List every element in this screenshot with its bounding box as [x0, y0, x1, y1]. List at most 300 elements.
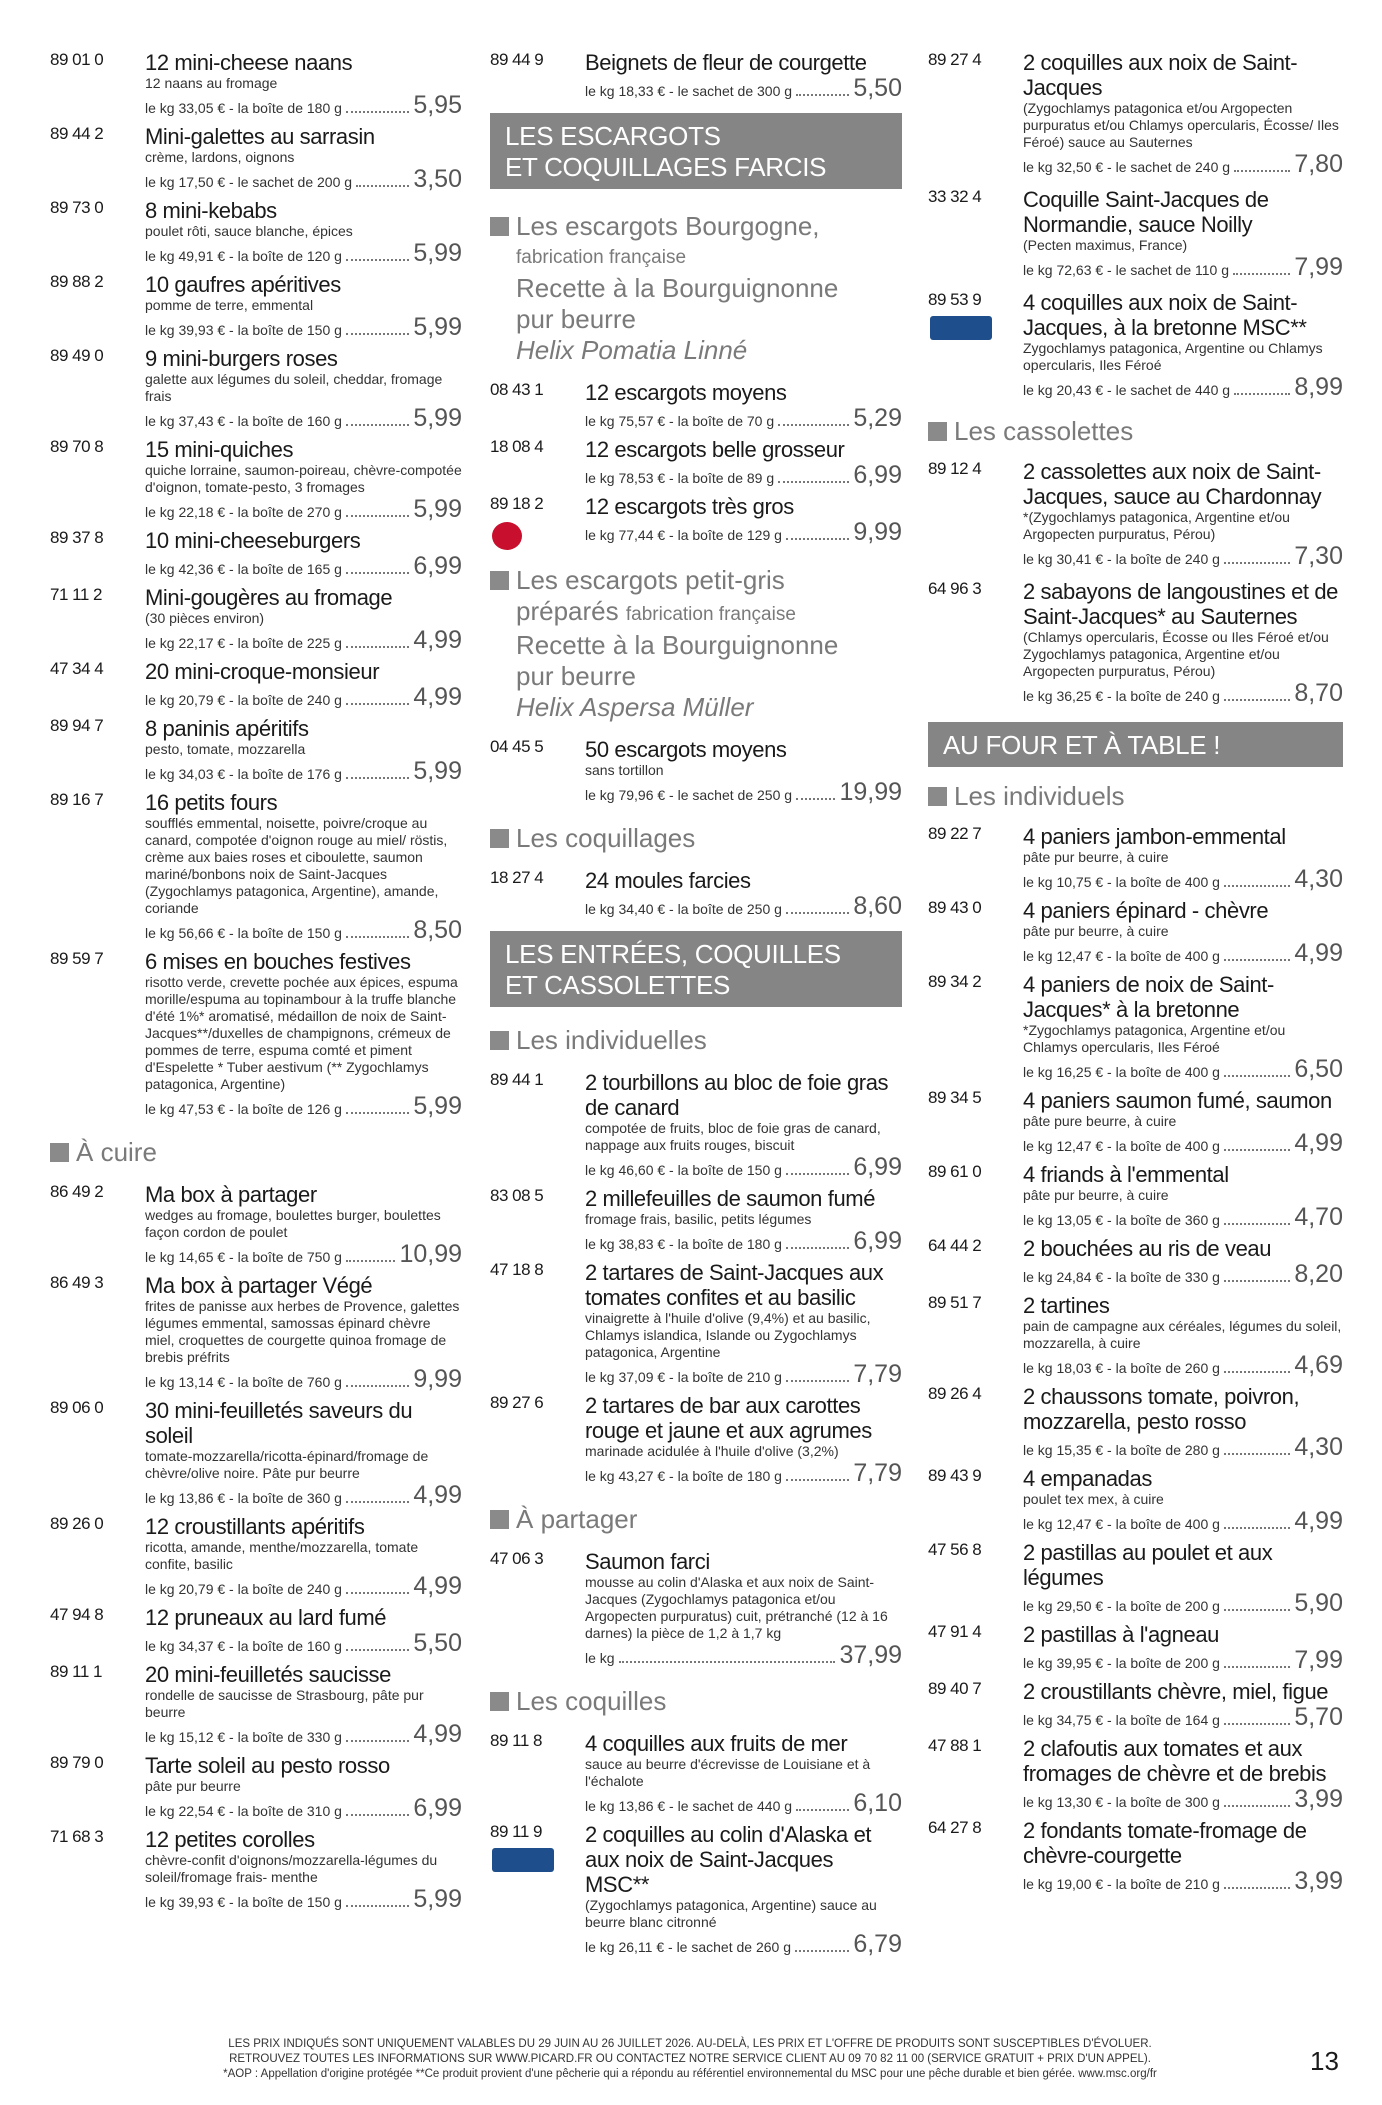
label-rouge-icon — [492, 522, 522, 550]
section-square-icon — [490, 1510, 509, 1529]
product-code: 89 43 9 — [928, 1466, 982, 1485]
subsection-title: À partager — [516, 1504, 638, 1534]
subsection-title: À cuire — [76, 1137, 157, 1167]
price-leader-dots — [346, 259, 409, 261]
price-per-kg: le kg 18,03 € - la boîte de 260 g — [1023, 1360, 1220, 1376]
section-header — [490, 931, 902, 1007]
footer-legal — [150, 2037, 1230, 2082]
price-per-kg: le kg 22,17 € - la boîte de 225 g — [145, 635, 342, 651]
section-title-line: ET CASSOLETTES — [505, 970, 731, 1000]
price-line — [1023, 1261, 1343, 1287]
price-line — [1023, 1204, 1343, 1230]
product-name: 2 tartares de bar aux carottes rouge et jaune et aux agrumes — [585, 1393, 872, 1443]
product-code: 89 11 9 — [490, 1822, 542, 1841]
product-code: 89 06 0 — [50, 1398, 104, 1417]
product-name: 30 mini-feuilletés saveurs du soleil — [145, 1398, 413, 1448]
price-per-kg: le kg 16,25 € - la boîte de 400 g — [1023, 1064, 1220, 1080]
product-name: 2 coquilles au colin d'Alaska et aux noix de Saint-Jacques MSC** — [585, 1822, 872, 1897]
product-item — [928, 1540, 1343, 1616]
product-item — [928, 1088, 1343, 1156]
subsection-line — [490, 211, 902, 242]
subsection-recipe: Recette à la Bourguignonne — [516, 273, 839, 303]
column-1 — [50, 50, 462, 1912]
product-item — [50, 790, 462, 943]
section-square-icon — [490, 571, 509, 590]
product-name: 10 gaufres apéritives — [145, 272, 341, 297]
product-item — [928, 824, 1343, 892]
product-price: 4,69 — [1294, 1351, 1343, 1379]
column-2 — [490, 50, 902, 1957]
price-per-kg: le kg 42,36 € - la boîte de 165 g — [145, 561, 342, 577]
price-leader-dots — [796, 798, 835, 800]
product-price: 3,99 — [1294, 1867, 1343, 1895]
price-leader-dots — [346, 1385, 409, 1387]
product-name: 12 pruneaux au lard fumé — [145, 1605, 387, 1630]
product-price: 7,99 — [1294, 1646, 1343, 1674]
price-line — [145, 1093, 462, 1119]
product-price: 5,99 — [413, 404, 462, 432]
price-line — [145, 758, 462, 784]
product-name: 2 tartares de Saint-Jacques aux tomates confites et au basilic — [585, 1260, 884, 1310]
page-number: 13 — [1310, 2046, 1339, 2076]
msc-label-icon — [930, 316, 992, 340]
product-item — [490, 1549, 902, 1668]
price-line — [145, 314, 462, 340]
section-header — [490, 113, 902, 189]
product-item — [490, 494, 902, 545]
price-line — [1023, 866, 1343, 892]
section-square-icon — [490, 1692, 509, 1711]
product-description: sans tortillon — [585, 762, 664, 778]
footer-line-2: RETROUVEZ TOUTES LES INFORMATIONS SUR WWW.PICARD.FR OU CONTACTEZ NOTRE SERVICE CLIENT AU 09 70 82 11 00 (SERVICE GRATUIT + PRIX D'UN APPEL). — [229, 2053, 1151, 2065]
price-leader-dots — [346, 646, 409, 648]
product-description: pesto, tomate, mozzarella — [145, 741, 306, 757]
price-leader-dots — [1234, 393, 1290, 395]
price-line — [145, 1482, 462, 1508]
product-name: 4 paniers de noix de Saint-Jacques* à la bretonne — [1023, 972, 1274, 1022]
price-leader-dots — [346, 1112, 409, 1114]
product-code: 47 34 4 — [50, 659, 104, 678]
product-code: 89 22 7 — [928, 824, 982, 843]
price-leader-dots — [346, 1260, 396, 1262]
product-name: 2 cassolettes aux noix de Saint-Jacques, sauce au Chardonnay — [1023, 459, 1322, 509]
price-leader-dots — [1224, 699, 1290, 701]
price-line — [585, 1460, 902, 1486]
product-code: 71 11 2 — [50, 585, 102, 604]
section-title-line: AU FOUR ET À TABLE ! — [943, 730, 1221, 760]
price-line — [1023, 1647, 1343, 1673]
product-price: 5,50 — [853, 74, 902, 102]
product-description: poulet tex mex, à cuire — [1023, 1491, 1164, 1507]
product-price: 5,99 — [413, 757, 462, 785]
product-price: 4,99 — [413, 683, 462, 711]
product-description: compotée de fruits, bloc de foie gras de canard, nappage aux fruits rouges, biscuit — [585, 1120, 881, 1153]
price-per-kg: le kg 12,47 € - la boîte de 400 g — [1023, 1516, 1220, 1532]
price-line — [1023, 1056, 1343, 1082]
product-code: 47 88 1 — [928, 1736, 982, 1755]
price-per-kg: le kg — [585, 1650, 615, 1666]
product-code: 89 37 8 — [50, 528, 104, 547]
subsection-title: Les coquillages — [516, 823, 696, 853]
price-leader-dots — [1224, 1666, 1290, 1668]
product-price: 7,79 — [853, 1360, 902, 1388]
price-leader-dots — [786, 1173, 849, 1175]
product-item — [490, 737, 902, 805]
product-code: 89 27 6 — [490, 1393, 544, 1412]
product-price: 4,99 — [413, 1481, 462, 1509]
subsection-header — [490, 1504, 902, 1535]
product-item — [928, 1736, 1343, 1812]
price-line — [145, 405, 462, 431]
price-leader-dots — [346, 1592, 409, 1594]
price-per-kg: le kg 79,96 € - le sachet de 250 g — [585, 787, 793, 803]
price-per-kg: le kg 39,93 € - la boîte de 150 g — [145, 1894, 342, 1910]
product-item — [50, 949, 462, 1119]
product-code: 47 18 8 — [490, 1260, 544, 1279]
price-line — [1023, 374, 1343, 400]
price-line — [145, 1721, 462, 1747]
product-price: 9,99 — [413, 1365, 462, 1393]
product-code: 71 68 3 — [50, 1827, 104, 1846]
product-description: (Zygochlamys patagonica et/ou Argopecten purpuratus et/ou Chlamys opercularis, Écosse/ Iles Féroé) sauce au Sauternes — [1023, 100, 1339, 150]
product-price: 5,95 — [413, 91, 462, 119]
price-leader-dots — [786, 1380, 849, 1382]
product-name: Mini-galettes au sarrasin — [145, 124, 375, 149]
product-item — [928, 1162, 1343, 1230]
price-leader-dots — [1224, 1887, 1290, 1889]
product-price: 5,99 — [413, 313, 462, 341]
price-per-kg: le kg 56,66 € - la boîte de 150 g — [145, 925, 342, 941]
subsection-header — [928, 781, 1343, 812]
product-code: 89 01 0 — [50, 50, 104, 69]
price-leader-dots — [346, 572, 409, 574]
product-description: *Zygochlamys patagonica, Argentine et/ou Chlamys opercularis, Iles Féroé — [1023, 1022, 1286, 1055]
price-per-kg: le kg 75,57 € - la boîte de 70 g — [585, 413, 775, 429]
product-price: 6,50 — [1294, 1055, 1343, 1083]
price-per-kg: le kg 22,18 € - la boîte de 270 g — [145, 504, 342, 520]
product-description: fromage frais, basilic, petits légumes — [585, 1211, 812, 1227]
section-header — [928, 722, 1343, 767]
product-name: 2 sabayons de langoustines et de Saint-Jacques* au Sauternes — [1023, 579, 1338, 629]
price-leader-dots — [1224, 562, 1290, 564]
subsection-title: Les individuelles — [516, 1025, 707, 1055]
product-name: 20 mini-feuilletés saucisse — [145, 1662, 391, 1687]
product-name: 12 escargots très gros — [585, 494, 794, 519]
product-item — [50, 272, 462, 340]
price-leader-dots — [346, 515, 409, 517]
product-description: rondelle de saucisse de Strasbourg, pâte pur beurre — [145, 1687, 424, 1720]
footer-line-1: LES PRIX INDIQUÉS SONT UNIQUEMENT VALABLES DU 29 JUIN AU 26 JUILLET 2026. AU-DELÀ, LES PRIX ET L'OFFRE DE PRODUITS SONT SUSCEPTIBLES D'ÉVOLUER. — [228, 2038, 1152, 2050]
price-leader-dots — [346, 1649, 409, 1651]
product-price: 7,80 — [1294, 150, 1343, 178]
product-price: 4,99 — [1294, 1507, 1343, 1535]
price-leader-dots — [786, 1479, 849, 1481]
product-item — [490, 50, 902, 101]
product-price: 5,99 — [413, 1885, 462, 1913]
product-code: 89 16 7 — [50, 790, 104, 809]
product-name: 2 bouchées au ris de veau — [1023, 1236, 1272, 1261]
product-item — [490, 1070, 902, 1180]
price-line — [1023, 543, 1343, 569]
product-code: 86 49 3 — [50, 1273, 104, 1292]
price-per-kg: le kg 29,50 € - la boîte de 200 g — [1023, 1598, 1220, 1614]
price-line — [1023, 680, 1343, 706]
price-leader-dots — [778, 481, 849, 483]
product-item — [490, 868, 902, 919]
price-line — [585, 462, 902, 488]
price-line — [145, 1241, 462, 1267]
product-name: 15 mini-quiches — [145, 437, 294, 462]
product-code: 89 70 8 — [50, 437, 104, 456]
product-description: (Zygochlamys patagonica, Argentine) sauce au beurre blanc citronné — [585, 1897, 877, 1930]
product-price: 7,30 — [1294, 542, 1343, 570]
product-price: 5,99 — [413, 1092, 462, 1120]
price-leader-dots — [1224, 1609, 1290, 1611]
product-price: 4,99 — [413, 1572, 462, 1600]
product-item — [928, 459, 1343, 569]
subsection-line — [490, 565, 902, 596]
price-line — [585, 893, 902, 919]
product-name: Mini-gougères au fromage — [145, 585, 393, 610]
price-leader-dots — [786, 1247, 849, 1249]
product-code: 89 79 0 — [50, 1753, 104, 1772]
price-line — [1023, 1130, 1343, 1156]
product-code: 89 34 2 — [928, 972, 982, 991]
price-line — [585, 519, 902, 545]
price-leader-dots — [346, 1814, 409, 1816]
product-price: 5,70 — [1294, 1703, 1343, 1731]
product-item — [928, 972, 1343, 1082]
product-item — [50, 716, 462, 784]
product-price: 8,20 — [1294, 1260, 1343, 1288]
product-name: 4 paniers épinard - chèvre — [1023, 898, 1269, 923]
price-leader-dots — [346, 703, 409, 705]
product-name: 2 tourbillons au bloc de foie gras de canard — [585, 1070, 889, 1120]
product-code: 89 61 0 — [928, 1162, 982, 1181]
product-name: Coquille Saint-Jacques de Normandie, sauce Noilly — [1023, 187, 1269, 237]
product-item — [928, 1466, 1343, 1534]
subsection-prepared: préparés — [516, 596, 619, 626]
price-leader-dots — [1224, 1280, 1290, 1282]
product-code: 86 49 2 — [50, 1182, 104, 1201]
subsection-header — [928, 416, 1343, 447]
product-price: 4,99 — [413, 626, 462, 654]
subsection-title: Les individuels — [954, 781, 1125, 811]
price-line — [145, 1630, 462, 1656]
subsection-header — [490, 1686, 902, 1717]
product-code: 89 88 2 — [50, 272, 104, 291]
subsection-recipe-2: pur beurre — [516, 661, 636, 691]
subsection-header — [490, 1025, 902, 1056]
price-leader-dots — [795, 1950, 849, 1952]
product-code: 89 26 0 — [50, 1514, 104, 1533]
product-name: Ma box à partager — [145, 1182, 317, 1207]
product-item — [50, 50, 462, 118]
price-line — [145, 553, 462, 579]
price-per-kg: le kg 39,93 € - la boîte de 150 g — [145, 322, 342, 338]
subsection-origin: fabrication française — [516, 247, 687, 268]
price-per-kg: le kg 38,83 € - la boîte de 180 g — [585, 1236, 782, 1252]
price-per-kg: le kg 15,35 € - la boîte de 280 g — [1023, 1442, 1220, 1458]
product-description: pâte pure beurre, à cuire — [1023, 1113, 1177, 1129]
product-code: 89 59 7 — [50, 949, 104, 968]
product-item — [928, 1293, 1343, 1378]
product-code: 18 08 4 — [490, 437, 544, 456]
product-code: 89 44 9 — [490, 50, 544, 69]
price-per-kg: le kg 14,65 € - la boîte de 750 g — [145, 1249, 342, 1265]
price-leader-dots — [778, 424, 849, 426]
price-line — [1023, 1786, 1343, 1812]
price-per-kg: le kg 24,84 € - la boîte de 330 g — [1023, 1269, 1220, 1285]
price-line — [585, 1228, 902, 1254]
product-name: 4 coquilles aux noix de Saint-Jacques, à la bretonne MSC** — [1023, 290, 1307, 340]
product-code: 89 94 7 — [50, 716, 104, 735]
product-name: Ma box à partager Végé — [145, 1273, 373, 1298]
price-leader-dots — [346, 936, 409, 938]
product-description: pain de campagne aux céréales, légumes du soleil, mozzarella, à cuire — [1023, 1318, 1342, 1351]
price-per-kg: le kg 47,53 € - la boîte de 126 g — [145, 1101, 342, 1117]
price-leader-dots — [346, 777, 409, 779]
product-name: 4 coquilles aux fruits de mer — [585, 1731, 848, 1756]
product-description: pâte pur beurre, à cuire — [1023, 849, 1169, 865]
product-name: 6 mises en bouches festives — [145, 949, 411, 974]
price-line — [585, 405, 902, 431]
product-item — [50, 528, 462, 579]
section-square-icon — [50, 1143, 69, 1162]
price-leader-dots — [1224, 959, 1290, 961]
price-line — [1023, 1590, 1343, 1616]
price-per-kg: le kg 10,75 € - la boîte de 400 g — [1023, 874, 1220, 890]
product-code: 89 40 7 — [928, 1679, 982, 1698]
price-leader-dots — [356, 185, 409, 187]
price-per-kg: le kg 18,33 € - le sachet de 300 g — [585, 83, 793, 99]
product-description: (30 pièces environ) — [145, 610, 265, 626]
product-code: 89 73 0 — [50, 198, 104, 217]
price-per-kg: le kg 34,75 € - la boîte de 164 g — [1023, 1712, 1220, 1728]
price-per-kg: le kg 78,53 € - la boîte de 89 g — [585, 470, 775, 486]
product-price: 5,99 — [413, 239, 462, 267]
product-description: sauce au beurre d'écrevisse de Louisiane et à l'échalote — [585, 1756, 871, 1789]
product-item — [490, 1822, 902, 1957]
product-name: Tarte soleil au pesto rosso — [145, 1753, 390, 1778]
product-price: 5,29 — [853, 404, 902, 432]
price-leader-dots — [1224, 1223, 1290, 1225]
product-code: 04 45 5 — [490, 737, 544, 756]
price-per-kg: le kg 13,86 € - la boîte de 360 g — [145, 1490, 342, 1506]
product-name: 4 paniers saumon fumé, saumon — [1023, 1088, 1332, 1113]
product-name: 12 croustillants apéritifs — [145, 1514, 365, 1539]
product-item — [50, 1753, 462, 1821]
price-per-kg: le kg 12,47 € - la boîte de 400 g — [1023, 948, 1220, 964]
msc-label-icon — [492, 1848, 554, 1872]
price-leader-dots — [1233, 273, 1290, 275]
price-per-kg: le kg 34,37 € - la boîte de 160 g — [145, 1638, 342, 1654]
product-item — [490, 1260, 902, 1387]
column-3 — [928, 50, 1343, 1894]
product-name: 12 mini-cheese naans — [145, 50, 353, 75]
subsection-title: Les cassolettes — [954, 416, 1134, 446]
product-name: 16 petits fours — [145, 790, 278, 815]
price-per-kg: le kg 37,09 € - la boîte de 210 g — [585, 1369, 782, 1385]
subsection-title: Les escargots Bourgogne, — [516, 211, 820, 241]
price-per-kg: le kg 20,79 € - la boîte de 240 g — [145, 692, 342, 708]
price-per-kg: le kg 34,03 € - la boîte de 176 g — [145, 766, 342, 782]
price-line — [145, 1366, 462, 1392]
product-name: 2 pastillas à l'agneau — [1023, 1622, 1219, 1647]
product-name: 2 fondants tomate-fromage de chèvre-courgette — [1023, 1818, 1307, 1868]
price-line — [145, 1573, 462, 1599]
product-item — [928, 1622, 1343, 1673]
product-price: 8,70 — [1294, 679, 1343, 707]
price-per-kg: le kg 30,41 € - la boîte de 240 g — [1023, 551, 1220, 567]
product-code: 89 18 2 — [490, 494, 544, 513]
subsection-line-2 — [490, 596, 902, 630]
product-item — [50, 346, 462, 431]
price-per-kg: le kg 46,60 € - la boîte de 150 g — [585, 1162, 782, 1178]
price-per-kg: le kg 26,11 € - le sachet de 260 g — [585, 1939, 791, 1955]
product-item — [928, 1236, 1343, 1287]
product-price: 4,99 — [413, 1720, 462, 1748]
product-price: 19,99 — [839, 778, 902, 806]
product-name: 8 paninis apéritifs — [145, 716, 309, 741]
price-per-kg: le kg 12,47 € - la boîte de 400 g — [1023, 1138, 1220, 1154]
price-per-kg: le kg 43,27 € - la boîte de 180 g — [585, 1468, 782, 1484]
price-line — [145, 1795, 462, 1821]
price-leader-dots — [786, 538, 849, 540]
price-per-kg: le kg 20,79 € - la boîte de 240 g — [145, 1581, 342, 1597]
price-per-kg: le kg 17,50 € - le sachet de 200 g — [145, 174, 353, 190]
product-price: 37,99 — [839, 1641, 902, 1669]
product-price: 6,10 — [853, 1789, 902, 1817]
product-code: 89 11 1 — [50, 1662, 102, 1681]
subsection-header — [490, 823, 902, 854]
product-code: 89 12 4 — [928, 459, 982, 478]
product-description: frites de panisse aux herbes de Provence, galettes légumes emmental, samossas épinard chèvre miel, croquettes de courgette quinoa fromage de brebis préfrits — [145, 1298, 460, 1365]
price-per-kg: le kg 22,54 € - la boîte de 310 g — [145, 1803, 342, 1819]
price-line — [585, 779, 902, 805]
product-price: 5,50 — [413, 1629, 462, 1657]
product-price: 6,99 — [413, 552, 462, 580]
product-price: 6,99 — [413, 1794, 462, 1822]
product-code: 89 11 8 — [490, 1731, 542, 1750]
product-name: 2 pastillas au poulet et aux légumes — [1023, 1540, 1273, 1590]
product-name: Beignets de fleur de courgette — [585, 50, 867, 75]
price-leader-dots — [1234, 170, 1290, 172]
product-item — [50, 585, 462, 653]
product-name: 24 moules farcies — [585, 868, 751, 893]
product-code: 47 91 4 — [928, 1622, 982, 1641]
product-name: 4 empanadas — [1023, 1466, 1152, 1491]
product-name: 2 chaussons tomate, poivron, mozzarella, pesto rosso — [1023, 1384, 1300, 1434]
product-item — [490, 1186, 902, 1254]
price-line — [145, 92, 462, 118]
price-line — [1023, 1352, 1343, 1378]
price-per-kg: le kg 37,43 € - la boîte de 160 g — [145, 413, 342, 429]
product-description: wedges au fromage, boulettes burger, boulettes façon cordon de poulet — [145, 1207, 441, 1240]
product-item — [928, 1384, 1343, 1460]
subsection-recipe-2: pur beurre — [516, 304, 636, 334]
product-price: 6,99 — [853, 461, 902, 489]
product-item — [50, 124, 462, 192]
price-per-kg: le kg 13,30 € - la boîte de 300 g — [1023, 1794, 1220, 1810]
subsection-species: Helix Pomatia Linné — [516, 335, 748, 365]
product-description: pomme de terre, emmental — [145, 297, 314, 313]
price-line — [145, 240, 462, 266]
product-description: quiche lorraine, saumon-poireau, chèvre-compotée d'oignon, tomate-pesto, 3 fromages — [145, 462, 462, 495]
product-item — [490, 380, 902, 431]
price-per-kg: le kg 13,05 € - la boîte de 360 g — [1023, 1212, 1220, 1228]
price-line — [1023, 1508, 1343, 1534]
